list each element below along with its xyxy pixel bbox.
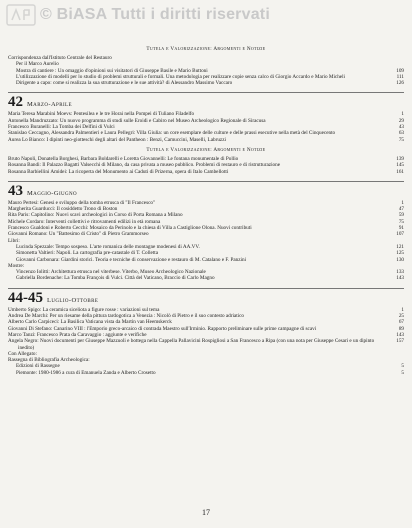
entry-title: Maria Teresa Marabini Moevs: Pentesilea e le tre Horai nella Pompei di Tuliano Filadelfo [8, 111, 195, 118]
entry-title: Aurea Lo Bianco: I dipinti neo-giotteschi degli altari del Pantheon : Benzi, Camuccini, Maselli, Labruzzi [8, 136, 226, 143]
entry-page: 1 [401, 111, 404, 118]
entry-page: 75 [398, 218, 404, 225]
index-entry [8, 338, 404, 351]
entry-title: Stanislao Ceccagno, Alessandra Palmentieri e Laura Pellegri: Villa Giulia: un core esemplare delle culture e delle prassi esecutive nella metà del Cinquecento [8, 130, 336, 137]
entry-page: 145 [396, 162, 404, 169]
entry-title: Angela Negro: Nuovi documenti per Giuseppe Mazzuoli e bottega nella Cappella Pallavicini Rospigliosi a San Francesco a Ripa (con una nota per Giuseppe Cesari e un dipinto inedito) [8, 338, 375, 351]
index-entry [8, 137, 404, 143]
issue-number: 42 [8, 94, 23, 111]
entry-page: 130 [396, 256, 404, 263]
entry-page: 47 [398, 206, 404, 213]
entry-title: Corrispondenza dall'Istituto Centrale del Restauro [8, 55, 112, 61]
entry-page: 107 [396, 231, 404, 238]
issue-heading [8, 181, 404, 198]
issues-section [8, 92, 404, 376]
entry-page: 121 [396, 243, 404, 250]
biasa-logo-icon [6, 4, 36, 26]
entry-page: 67 [398, 319, 404, 326]
entry-title: Dirigente a capo: come si realizza la sua strutturazione e le sue attività? di Alessandro Massimo Vaccaro [16, 80, 233, 87]
issue-heading [8, 288, 404, 305]
entry-page: 75 [398, 136, 404, 143]
entry-page: 1 [401, 199, 404, 206]
entry-page: 29 [398, 117, 404, 124]
issue-number: 43 [8, 182, 23, 199]
entry-page: 89 [398, 325, 404, 332]
entry-title: Piemonte: 1980-1986 a cura di Emanuela Zanda e Alberto Crosetto [16, 369, 156, 376]
entry-title: Gabriella Bordenache: La Tomba François di Vulci. Città del Vaticano, Braccio di Carlo Magno [16, 275, 215, 282]
entry-page: 5 [401, 369, 404, 376]
entry-page: 161 [396, 168, 404, 175]
top-section [8, 46, 404, 86]
entry-title: Simonetta Valtieri: Napoli. La cartografia pre-catastale di T. Colletta [16, 250, 159, 257]
entry-title: Francesco Gualdoni e Roberto Cecchi: Mosaico da Perinolo e la chiesa di Villa a Castiglione Olona. Nuovi contributi [8, 225, 252, 232]
section-rubric: Tutela e Valorizzazione: Argomenti e Notizie [146, 46, 266, 52]
index-entry [8, 169, 404, 175]
entry-title: Antonella Mandruzzato: Un nuovo programma di studi sulle Eroidi e Cabiro nel Museo Archeologico Regionale di Siracusa [8, 117, 266, 124]
entry-title: Rita Paris: Capitolino: Nuovi scavi archeologici in Corso di Porta Romana a Milano [8, 212, 183, 219]
entry-title: Mauro Pertesi: Genesi e sviluppo della tomba etrusca di "Il Francesco" [8, 199, 156, 206]
entry-title: Mostre: [8, 262, 25, 269]
issue-number: 44-45 [8, 289, 43, 306]
entry-title: Giovanni Romano: Un "Battesimo di Cristo" di Pietro Grammorseo [8, 231, 149, 238]
entry-page: 157 [396, 338, 404, 345]
entry-page: 1 [401, 306, 404, 313]
entry-page: 91 [398, 225, 404, 232]
entry-page: 143 [396, 275, 404, 282]
entry-page: 125 [396, 250, 404, 257]
entry-title: Rosanna Barbiellini Amidei: La ricoperta del Monumento ai Caduti di Prizerna, opera di Italo Cambellotti [8, 168, 229, 175]
entry-title: Edizioni di Rassegne [16, 363, 60, 370]
entry-title: Per il Marco Aurelio [16, 61, 59, 68]
entry-page: 126 [396, 80, 404, 87]
entry-title: Con Allegato: [8, 350, 37, 357]
entry-title: Giovanni Carbonara: Giardini storici. Teoria e tecniche di conservazione e restauro di M. Catalano e F. Panzini [16, 256, 247, 263]
entry-title: Francesco Buranelli: La Tomba dei Delfini di Vulci [8, 124, 115, 131]
issue-months: Luglio-Ottobre [47, 296, 99, 304]
entry-page: 59 [398, 212, 404, 219]
entry-page: 139 [396, 155, 404, 162]
entry-page: 109 [396, 67, 404, 74]
entry-title: Margherita Guarducci: Il cosiddetto Trono di Boston [8, 206, 118, 213]
entry-title: Marco Tanzi: Francesco Prata da Caravaggio : aggiunte e verifiche [8, 331, 147, 338]
entry-page: 5 [401, 363, 404, 370]
entry-title: Alberto Carlo Carpiceci: La Basilica Vaticana vista da Martin van Heemskerck [8, 319, 172, 326]
entry-title: Lucinda Spezzale: Tempo sospeso. L'arte romanica delle montagne modenesi di AA.VV. [16, 243, 200, 250]
entry-page: 43 [398, 124, 404, 131]
entry-title: Umberto Spigo: La ceramica siceliota a figure rosse : variazioni sul tema [8, 306, 160, 313]
entry-title: Mostra di cantiere : Un omaggio d'opinioni sui visitatori di Giuseppe Basile e Mario Buttoni [16, 67, 208, 74]
issue-heading [8, 92, 404, 109]
entry-page: 111 [396, 73, 404, 80]
entry-title: Rosanna Bandi: Il Palazzo Bagatti Valsecchi di Milano, da casa privata a museo pubblico. Problemi di restauro e di ristrutturazione [8, 162, 281, 169]
index-entry [8, 275, 404, 281]
index-entry [8, 370, 404, 376]
entry-title: Rassegna di Bibliografia Archeologica: [8, 357, 90, 364]
entry-title: Vincenzo Iolitti: Architettura etrusca nel viterbese. Viterbo, Museo Archeologico Nazionale [16, 269, 206, 276]
entry-title: Bruto Napoli, Donatella Borghesi, Barbara Boldarelli e Loretta Giovannelli: Le fontana monumentale di Pollio [8, 155, 239, 162]
issue-months: Maggio-Giugno [27, 189, 78, 197]
index-entry [8, 80, 404, 86]
entry-title: Giovanni Di Stefano: Canarino VIII : l'Emporio greco-arcaico di contrada Maestro sull'Irminio. Rapporto preliminare sulle prime campagne di scavi [8, 325, 317, 332]
entry-page: 143 [396, 331, 404, 338]
section-rubric: Tutela e Valorizzazione: Argomenti e Notizie [146, 146, 266, 153]
issue-months: Marzo-Aprile [27, 101, 72, 109]
entry-page: 63 [398, 130, 404, 137]
entry-title: Michele Cordaro: Interventi collettivi e ritrovamenti edilizi in età romana [8, 218, 161, 225]
entry-title: Andrea De Marchi: Per un riesame della pittura tardogotica a Venezia : Nicolò di Pietro e il suo contesto adriatico [8, 313, 244, 320]
page-number: 17 [202, 508, 210, 517]
entry-page: 133 [396, 269, 404, 276]
entry-page: 25 [398, 313, 404, 320]
entry-title: Libri: [8, 237, 20, 244]
index-content [8, 42, 404, 376]
entry-title: L'utilizzazione di modelli per lo studio di problemi strutturali e formali. Una metodologia per realizzare copie senza calco di Giorgio Accardo e Mario Micheli [16, 73, 345, 80]
watermark-text: © BiASA Tutti i diritti riservati [40, 6, 270, 23]
